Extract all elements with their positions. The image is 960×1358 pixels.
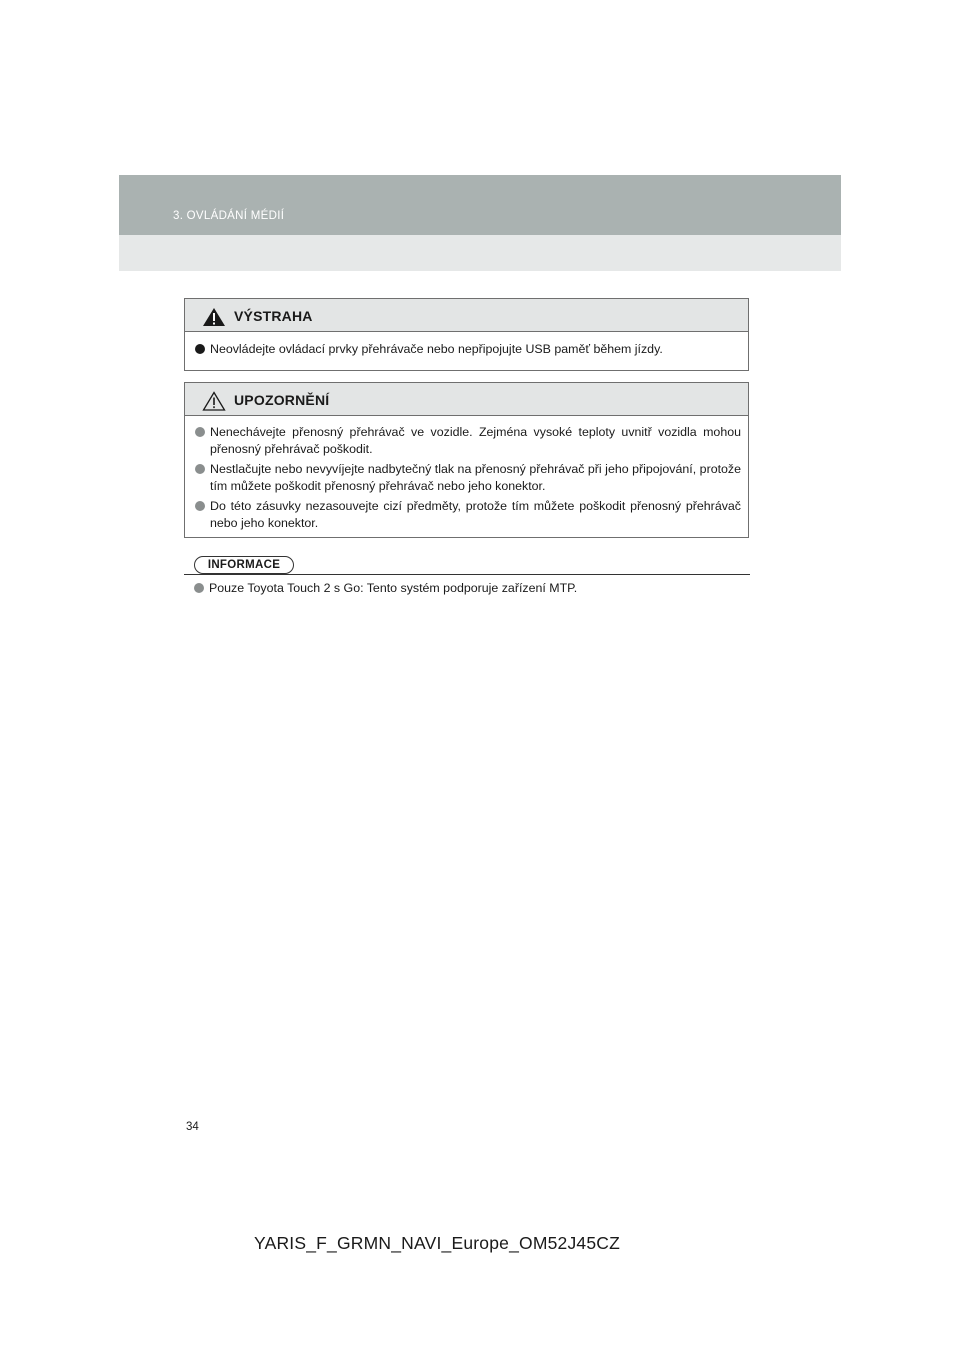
bullet-icon bbox=[195, 464, 205, 474]
caution-item-text: Nenechávejte přenosný přehrávač ve vozidle. Zejména vysoké teploty uvnitř vozidla mohou přenosný přehrávač poškodit. bbox=[210, 425, 741, 456]
caution-item bbox=[192, 461, 741, 494]
info-item bbox=[191, 580, 750, 597]
warning-box bbox=[184, 298, 749, 371]
info-badge: INFORMACE bbox=[194, 556, 294, 574]
info-item-text: Pouze Toyota Touch 2 s Go: Tento systém podporuje zařízení MTP. bbox=[209, 581, 578, 595]
warning-item-text: Neovládejte ovládací prvky přehrávače nebo nepřipojujte USB paměť během jízdy. bbox=[210, 342, 663, 356]
header-subband bbox=[119, 235, 841, 271]
document-id: YARIS_F_GRMN_NAVI_Europe_OM52J45CZ bbox=[254, 1233, 621, 1253]
info-body bbox=[191, 580, 750, 601]
bullet-icon bbox=[195, 501, 205, 511]
caution-item-text: Do této zásuvky nezasouvejte cizí předměty, protože tím můžete poškodit přenosný přehrávač nebo jeho konektor. bbox=[210, 499, 741, 530]
info-divider bbox=[184, 574, 750, 575]
warning-header bbox=[185, 299, 748, 332]
warning-triangle-filled-icon bbox=[202, 307, 226, 327]
bullet-icon bbox=[194, 583, 204, 593]
bullet-icon bbox=[195, 427, 205, 437]
warning-item bbox=[192, 341, 741, 358]
caution-header bbox=[185, 383, 748, 416]
caution-box bbox=[184, 382, 749, 538]
page-number: 34 bbox=[186, 1121, 199, 1133]
warning-triangle-outline-icon bbox=[202, 391, 226, 411]
caution-item-text: Nestlačujte nebo nevyvíjejte nadbytečný tlak na přenosný přehrávač při jeho připojování, protože tím můžete poškodit přenosný přehrávač nebo jeho konektor. bbox=[210, 462, 741, 493]
caution-item bbox=[192, 424, 741, 457]
caution-item bbox=[192, 498, 741, 531]
section-title: 3. OVLÁDÁNÍ MÉDIÍ bbox=[173, 210, 285, 222]
header-band bbox=[119, 175, 841, 235]
warning-title: VÝSTRAHA bbox=[234, 308, 313, 324]
bullet-icon bbox=[195, 344, 205, 354]
caution-title: UPOZORNĚNÍ bbox=[234, 392, 330, 408]
